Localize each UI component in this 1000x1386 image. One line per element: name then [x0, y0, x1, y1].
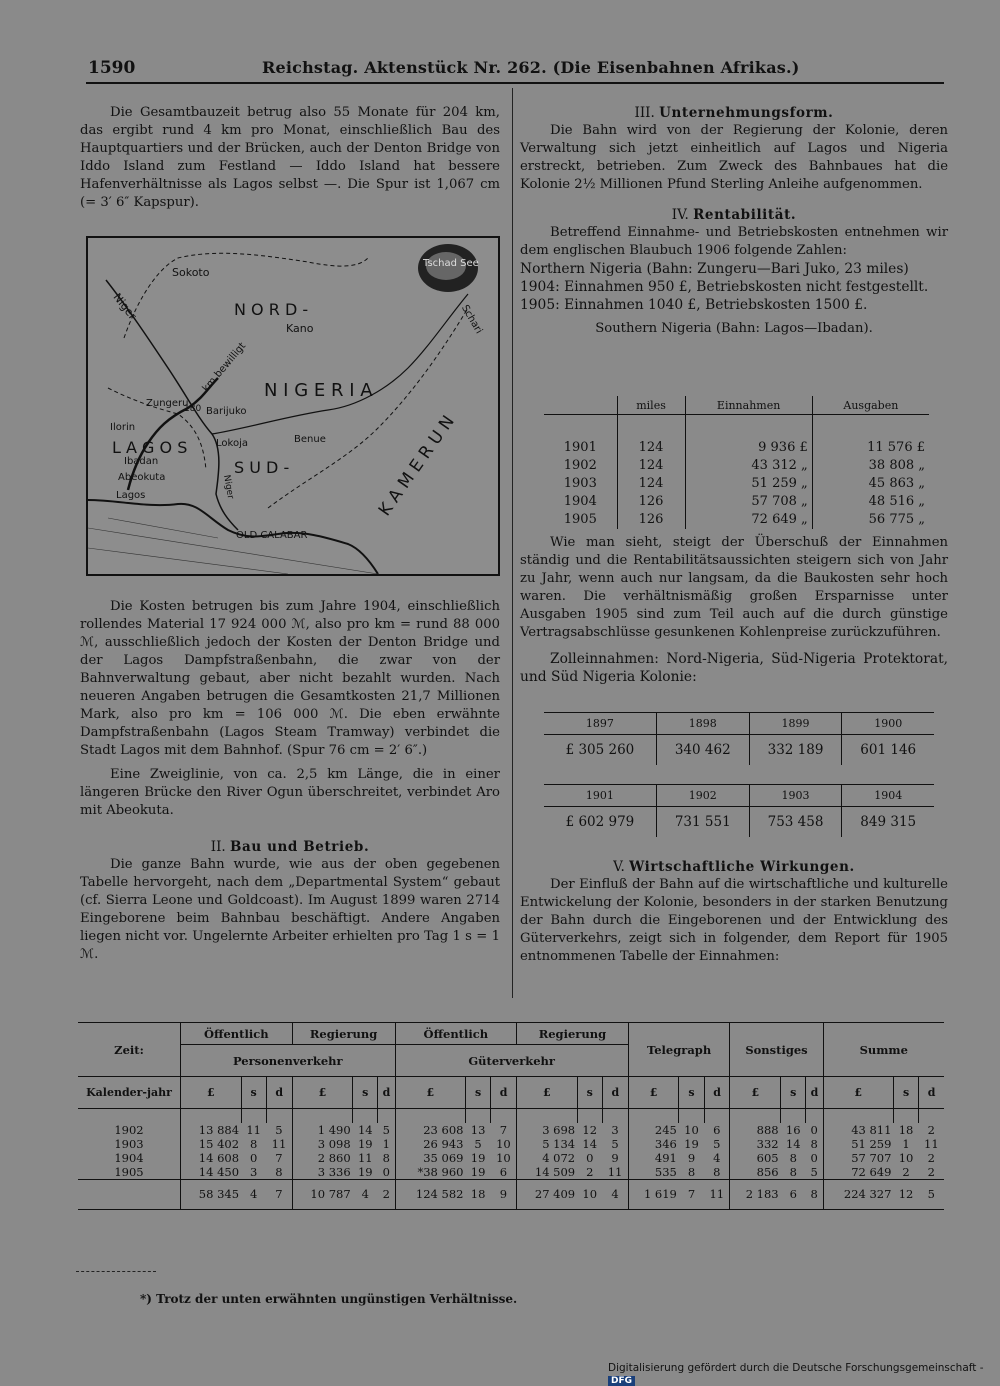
rev-cell: 56 775 „: [812, 511, 929, 529]
map-label-nord: N O R D -: [234, 300, 309, 319]
map-label-old-calabar: OLD CALABAR: [236, 530, 308, 541]
map-label-lokoja: Lokoja: [216, 438, 248, 449]
southern-revenue-table: [544, 396, 929, 529]
unit-cell: £: [730, 1077, 781, 1109]
section-4-heading: [520, 206, 948, 224]
income-cell: 7: [491, 1123, 517, 1137]
footnote-rule: [76, 1271, 156, 1272]
income-cell: 11: [266, 1137, 292, 1151]
northern-1905: 1905: Einnahmen 1040 £, Betriebskosten 1500 £.: [520, 297, 868, 313]
totals-label-cell: [78, 1179, 181, 1209]
income-cell: 19: [684, 1136, 699, 1151]
col-kalenderjahr: Kalender-jahr: [78, 1077, 181, 1109]
income-cell: 8: [806, 1137, 823, 1151]
income-cell: 11: [924, 1136, 939, 1151]
rev-cell: 126: [617, 511, 685, 529]
page-header-title: Reichstag. Aktenstück Nr. 262. (Die Eisenbahnen Afrikas.): [262, 58, 800, 77]
header-rule: [86, 82, 944, 84]
total-cell: 27 409: [517, 1179, 578, 1209]
col-oeffentlich-gueter: Öffentlich: [395, 1023, 517, 1045]
income-cell: 2: [902, 1164, 910, 1179]
zoll-value: £ 305 260: [565, 741, 635, 758]
map-label-abeokuta: Abeokuta: [118, 472, 166, 483]
income-cell: 35 069: [395, 1151, 465, 1165]
income-cell: 1 490: [292, 1123, 353, 1137]
section-3-title: Unternehmungsform.: [659, 105, 834, 121]
total-cell: 58 345: [181, 1179, 242, 1209]
zoll-year: 1902: [656, 785, 749, 807]
income-cell: 2: [927, 1150, 935, 1165]
map-label-ilorin: Ilorin: [110, 422, 136, 433]
total-cell: 11: [704, 1179, 730, 1209]
section-5-heading: [520, 858, 948, 876]
section-3-heading: [520, 104, 948, 122]
income-cell: 0: [806, 1123, 823, 1137]
zoll-value: 731 551: [656, 807, 749, 837]
unit-cell: £: [628, 1077, 679, 1109]
year-cell: 1904: [78, 1151, 181, 1165]
income-cell: 2 860: [292, 1151, 353, 1165]
income-cell: 26 943: [395, 1137, 465, 1151]
income-cell: 0: [378, 1165, 395, 1180]
income-cell: 9: [687, 1150, 696, 1165]
total-cell: 1 619: [628, 1179, 679, 1209]
totals-row: [78, 1179, 944, 1209]
digitization-credit: [608, 1362, 1000, 1386]
zoll-year: 1899: [749, 713, 842, 735]
income-cell: 5: [704, 1137, 730, 1151]
income-cell: 19: [357, 1136, 373, 1151]
income-cell: 8: [687, 1164, 696, 1179]
income-cell: 1: [902, 1136, 910, 1151]
rev-header-einnahmen: Einnahmen: [685, 396, 812, 415]
rev-cell: 38 808 „: [812, 457, 929, 475]
rev-header-year: [544, 396, 617, 415]
total-cell: 4: [241, 1179, 266, 1209]
year-cell: 1903: [78, 1137, 181, 1151]
income-cell: 14 509: [517, 1165, 578, 1180]
zoll-value: 332 189: [749, 735, 842, 765]
total-cell: 12: [893, 1179, 918, 1209]
rev-cell: 1904: [563, 494, 597, 509]
income-cell: 10: [491, 1151, 517, 1165]
unit-cell: d: [602, 1077, 628, 1109]
income-cell: 4 072: [517, 1151, 578, 1165]
rev-cell: 51 259 „: [685, 475, 812, 493]
col-regierung-personen: Regierung: [292, 1023, 395, 1045]
col-oeffentlich-personen: Öffentlich: [181, 1023, 293, 1045]
rev-cell: 9 936 £: [685, 439, 812, 457]
income-cell: 9: [602, 1151, 628, 1165]
income-cell: 19: [470, 1164, 486, 1179]
zoll-year: 1901: [585, 789, 614, 802]
income-cell: 13: [470, 1122, 486, 1137]
income-cell: 332: [730, 1137, 781, 1151]
section-4-title: Rentabilität.: [693, 207, 797, 223]
left-costs: [80, 598, 500, 964]
right-top: [520, 104, 948, 338]
total-cell: 18: [465, 1179, 490, 1209]
income-cell: 14: [785, 1136, 801, 1151]
map-label-sud: S U D -: [234, 458, 290, 477]
section-3-text: Die Bahn wird von der Regierung der Kolonie, deren Verwaltung sich jetzt einheitlich auf Lagos und Nigeria erstreckt, betrieben. Zum Zweck des Bahnbaues hat die Kolonie 2½ Millionen Pfund Sterling Anleihe aufgenommen.: [520, 123, 948, 192]
zoll-year: 1897: [585, 717, 614, 730]
income-cell: 10: [684, 1122, 699, 1137]
income-cell: 12: [582, 1122, 598, 1137]
income-cell: 1: [378, 1137, 395, 1151]
rev-cell: 126: [617, 493, 685, 511]
unit-cell: d: [806, 1077, 823, 1109]
col-sonstiges: Sonstiges: [730, 1023, 823, 1077]
map-label-ibadan: Ibadan: [124, 456, 159, 467]
income-cell: 6: [704, 1123, 730, 1137]
rev-cell: 124: [617, 457, 685, 475]
income-cell: 5: [602, 1137, 628, 1151]
income-cell: 18: [898, 1122, 914, 1137]
right-bottom: [520, 858, 948, 966]
income-cell: 14: [582, 1136, 598, 1151]
rev-header-miles: miles: [617, 396, 685, 415]
table-row: [544, 511, 929, 529]
table-row: [78, 1165, 944, 1180]
footnote: *) Trotz der unten erwähnten ungünstigen Verhältnisse.: [140, 1292, 518, 1306]
southern-line: Southern Nigeria (Bahn: Lagos—Ibadan).: [595, 321, 873, 336]
map-label-tschad: Tschad See: [423, 258, 479, 269]
customs-table-1901-1904: [544, 784, 934, 837]
rev-cell: 124: [617, 439, 685, 457]
income-cell: 11: [602, 1165, 628, 1180]
table-row: [544, 475, 929, 493]
income-cell: 19: [357, 1164, 373, 1179]
rev-cell: 1905: [563, 512, 597, 527]
income-cell: 0: [586, 1150, 594, 1165]
income-cell: 3 698: [517, 1123, 578, 1137]
rev-cell: 43 312 „: [685, 457, 812, 475]
map-label-zungeru: Zungeru: [146, 398, 189, 409]
rev-cell: 57 708 „: [685, 493, 812, 511]
total-cell: 4: [353, 1179, 378, 1209]
unit-cell: s: [679, 1077, 704, 1109]
rev-cell: 72 649 „: [685, 511, 812, 529]
income-cell: 57 707: [823, 1151, 893, 1165]
income-cell: 8: [378, 1151, 395, 1165]
section-4-text: Betreffend Einnahme- und Betriebskosten entnehmen wir dem englischen Blaubuch 1906 folgende Zahlen:: [520, 225, 948, 258]
table-row: [78, 1151, 944, 1165]
total-cell: 10 787: [292, 1179, 353, 1209]
dfg-logo: DFG: [608, 1376, 635, 1386]
income-cell: 43 811: [823, 1123, 893, 1137]
rev-cell: 124: [617, 475, 685, 493]
table-row: [78, 1137, 944, 1151]
income-cell: 888: [730, 1123, 781, 1137]
income-cell: 5: [266, 1123, 292, 1137]
col-zeit: Zeit:: [78, 1023, 181, 1077]
income-cell: 856: [730, 1165, 781, 1180]
income-cell: 14 450: [181, 1165, 242, 1180]
section-4-number: IV.: [671, 207, 689, 223]
income-cell: 2: [586, 1164, 594, 1179]
total-cell: 8: [806, 1179, 823, 1209]
income-cell: 8: [789, 1150, 797, 1165]
total-cell: 5: [919, 1179, 944, 1209]
income-table: [78, 1022, 944, 1210]
income-cell: 5: [474, 1136, 482, 1151]
section-2-number: II.: [210, 839, 226, 855]
income-cell: 10: [491, 1137, 517, 1151]
income-cell: 14: [357, 1122, 373, 1137]
unit-cell: s: [353, 1077, 378, 1109]
income-cell: 7: [266, 1151, 292, 1165]
section-2-text: Die ganze Bahn wurde, wie aus der oben gegebenen Tabelle hervorgeht, nach dem „Departmental System“ gebaut (cf. Sierra Leone und Goldcoast). Im August 1899 waren 2714 Eingeborene beim Bahnbau beschäftigt. Andere Angaben liegen nicht vor. Ungelernte Arbeiter erhielten pro Tag 1 s = 1 ℳ.: [80, 857, 500, 962]
total-cell: 2: [378, 1179, 395, 1209]
income-cell: 5 134: [517, 1137, 578, 1151]
map-label-kamerun: K A M E R U N: [374, 412, 459, 520]
section-5-title: Wirtschaftliche Wirkungen.: [629, 859, 855, 875]
col-personenverkehr: Personenverkehr: [181, 1045, 396, 1077]
zoll-value: 753 458: [749, 807, 842, 837]
unit-cell: d: [919, 1077, 944, 1109]
unit-cell: s: [465, 1077, 490, 1109]
zoll-year: 1903: [749, 785, 842, 807]
income-cell: 535: [628, 1165, 679, 1180]
section-2-heading: [80, 838, 500, 856]
unit-cell: £: [823, 1077, 893, 1109]
income-cell: *38 960: [395, 1165, 465, 1180]
customs-table-1897-1900: [544, 712, 934, 765]
income-cell: 23 608: [395, 1123, 465, 1137]
col-regierung-gueter: Regierung: [517, 1023, 629, 1045]
zoll-value: £ 602 979: [565, 813, 635, 830]
unit-cell: s: [781, 1077, 806, 1109]
income-cell: 5: [378, 1123, 395, 1137]
map-label-niger-south: Niger: [221, 474, 236, 500]
rev-cell: 11 576 £: [812, 439, 929, 457]
income-cell: 8: [266, 1165, 292, 1180]
income-table-body: [78, 1109, 944, 1210]
income-cell: 4: [704, 1151, 730, 1165]
table-row: [544, 457, 929, 475]
map-label-km-number: 180: [184, 404, 202, 414]
income-cell: 13 884: [181, 1123, 242, 1137]
total-cell: 9: [491, 1179, 517, 1209]
income-cell: 8: [789, 1164, 797, 1179]
year-cell: 1902: [78, 1123, 181, 1137]
unit-cell: d: [704, 1077, 730, 1109]
year-cell: 1905: [78, 1165, 181, 1180]
income-cell: 3: [249, 1164, 258, 1179]
income-cell: 11: [246, 1122, 261, 1137]
total-cell: 6: [781, 1179, 806, 1209]
rev-cell: 1903: [563, 476, 597, 491]
zoll-paragraph: Zolleinnahmen: Nord-Nigeria, Süd-Nigeria Protektorat, und Süd Nigeria Kolonie:: [520, 651, 948, 685]
unit-cell: £: [181, 1077, 242, 1109]
income-cell: 15 402: [181, 1137, 242, 1151]
zoll-value: 340 462: [656, 735, 749, 765]
section-3-number: III.: [634, 105, 655, 121]
income-cell: 51 259: [823, 1137, 893, 1151]
rev-cell: 45 863 „: [812, 475, 929, 493]
page-number: 1590: [88, 58, 136, 78]
income-cell: 0: [249, 1150, 258, 1165]
income-cell: 491: [628, 1151, 679, 1165]
income-cell: 3: [602, 1123, 628, 1137]
section-2-title: Bau und Betrieb.: [230, 839, 370, 855]
map-label-niger: Niger: [110, 290, 140, 323]
unit-cell: d: [378, 1077, 395, 1109]
income-cell: 605: [730, 1151, 781, 1165]
table-row: [78, 1123, 944, 1137]
income-cell: 14 608: [181, 1151, 242, 1165]
map-label-lagos-town: Lagos: [116, 490, 146, 501]
northern-line: Northern Nigeria (Bahn: Zungeru—Bari Juko, 23 miles): [520, 261, 909, 277]
col-telegraph: Telegraph: [628, 1023, 730, 1077]
map-label-bewilligt: km bewilligt: [200, 340, 249, 395]
map-label-sokoto: Sokoto: [172, 266, 210, 279]
total-cell: 10: [577, 1179, 602, 1209]
income-cell: 2: [927, 1122, 935, 1137]
income-cell: 11: [357, 1150, 373, 1165]
income-cell: 3 098: [292, 1137, 353, 1151]
zoll-value: 601 146: [842, 735, 934, 765]
nigeria-map: [86, 236, 500, 576]
unit-cell: £: [517, 1077, 578, 1109]
section-5-number: V.: [613, 859, 625, 875]
credit-text: Digitalisierung gefördert durch die Deutsche Forschungsgemeinschaft -: [608, 1362, 984, 1374]
income-cell: 19: [470, 1150, 486, 1165]
column-divider: [512, 88, 513, 998]
income-cell: 6: [491, 1165, 517, 1180]
intro-paragraph: Die Gesamtbauzeit betrug also 55 Monate für 204 km, das ergibt rund 4 km pro Monat, einschließlich Bau des Hauptquartiers und der Brücken, auch der Denton Bridge von Iddo Island zum Festland — Iddo Island hat bessere Hafenverhältnisse als Lagos selbst —. Die Spur ist 1,067 cm (= 3′ 6″ Kapspur).: [80, 105, 500, 210]
section-5-text: Der Einfluß der Bahn auf die wirtschaftliche und kulturelle Entwickelung der Kolonie, besonders in der starken Benutzung der Bahn durch die Eingeborenen und der Entwicklung des Güterverkehrs, zeigt sich in folgender, dem Report für 1905 entnommenen Tabelle der Einnahmen:: [520, 877, 948, 964]
unit-cell: s: [241, 1077, 266, 1109]
table-row: [544, 493, 929, 511]
income-cell: 2: [927, 1164, 935, 1179]
map-label-barijuko: Barijuko: [206, 406, 247, 417]
income-cell: 8: [704, 1165, 730, 1180]
rev-header-ausgaben: Ausgaben: [812, 396, 929, 415]
zoll-year: 1900: [842, 713, 934, 735]
income-cell: 16: [785, 1122, 801, 1137]
income-cell: 5: [806, 1165, 823, 1180]
unit-cell: s: [893, 1077, 918, 1109]
branch-paragraph: Eine Zweiglinie, von ca. 2,5 km Länge, die in einer längeren Brücke den River Ogun überschreitet, verbindet Aro mit Abeokuta.: [80, 767, 500, 818]
total-cell: 7: [679, 1179, 704, 1209]
unit-cell: £: [292, 1077, 353, 1109]
income-cell: 8: [249, 1136, 258, 1151]
rev-cell: 1902: [563, 458, 597, 473]
income-cell: 72 649: [823, 1165, 893, 1180]
right-middle: [520, 534, 948, 686]
map-label-nigeria: N I G E R I A: [264, 380, 373, 401]
income-cell: 3 336: [292, 1165, 353, 1180]
map-label-schari: Schari: [459, 303, 485, 336]
costs-paragraph: Die Kosten betrugen bis zum Jahre 1904, einschließlich rollendes Material 17 924 000 ℳ, also pro km = rund 88 000 ℳ, ausschließlich jedoch der Kosten der Denton Bridge und der Lagos Dampfstraßenbahn, die zwar von der Bahnverwaltung gebaut, aber nicht bezahlt wurden. Nach neueren Angaben betrugen die Gesamtkosten 21,7 Millionen Mark, also pro km = 106 000 ℳ. Die eben erwähnte Dampfstraßenbahn (Lagos Steam Tramway) verbindet die Stadt Lagos mit dem Bahnhof. (Spur 76 cm = 2′ 6″.): [80, 599, 500, 758]
unit-cell: s: [577, 1077, 602, 1109]
map-label-benue: Benue: [294, 434, 326, 445]
col-gueterverkehr: Güterverkehr: [395, 1045, 628, 1077]
zoll-year: 1904: [842, 785, 934, 807]
map-label-lagos-region: L A G O S: [112, 438, 188, 457]
zoll-year: 1898: [656, 713, 749, 735]
income-cell: 10: [898, 1150, 914, 1165]
northern-1904: 1904: Einnahmen 950 £, Betriebskosten nicht festgestellt.: [520, 279, 929, 295]
income-cell: 346: [628, 1137, 679, 1151]
col-summe: Summe: [823, 1023, 944, 1077]
table-row: [544, 439, 929, 457]
after-table-paragraph: Wie man sieht, steigt der Überschuß der Einnahmen ständig und die Rentabilitätsaussichten steigern sich von Jahr zu Jahr, wenn auch nur langsam, da die Baukosten sehr hoch waren. Die verhältnismäßig großen Ersparnisse unter Ausgaben 1905 sind zum Teil auch auf die durch günstige Vertragsabschlüsse gesunkenen Kohlenpreise zurückzuführen.: [520, 535, 948, 640]
rev-cell: 1901: [563, 440, 597, 455]
income-cell: 245: [628, 1123, 679, 1137]
zoll-value: 849 315: [842, 807, 934, 837]
unit-cell: d: [491, 1077, 517, 1109]
total-cell: 124 582: [395, 1179, 465, 1209]
left-intro: [80, 104, 500, 212]
map-label-kano: Kano: [286, 322, 314, 335]
unit-cell: £: [395, 1077, 465, 1109]
total-cell: 4: [602, 1179, 628, 1209]
total-cell: 224 327: [823, 1179, 893, 1209]
rev-cell: 48 516 „: [812, 493, 929, 511]
unit-cell: d: [266, 1077, 292, 1109]
income-cell: 0: [806, 1151, 823, 1165]
total-cell: 2 183: [730, 1179, 781, 1209]
total-cell: 7: [266, 1179, 292, 1209]
